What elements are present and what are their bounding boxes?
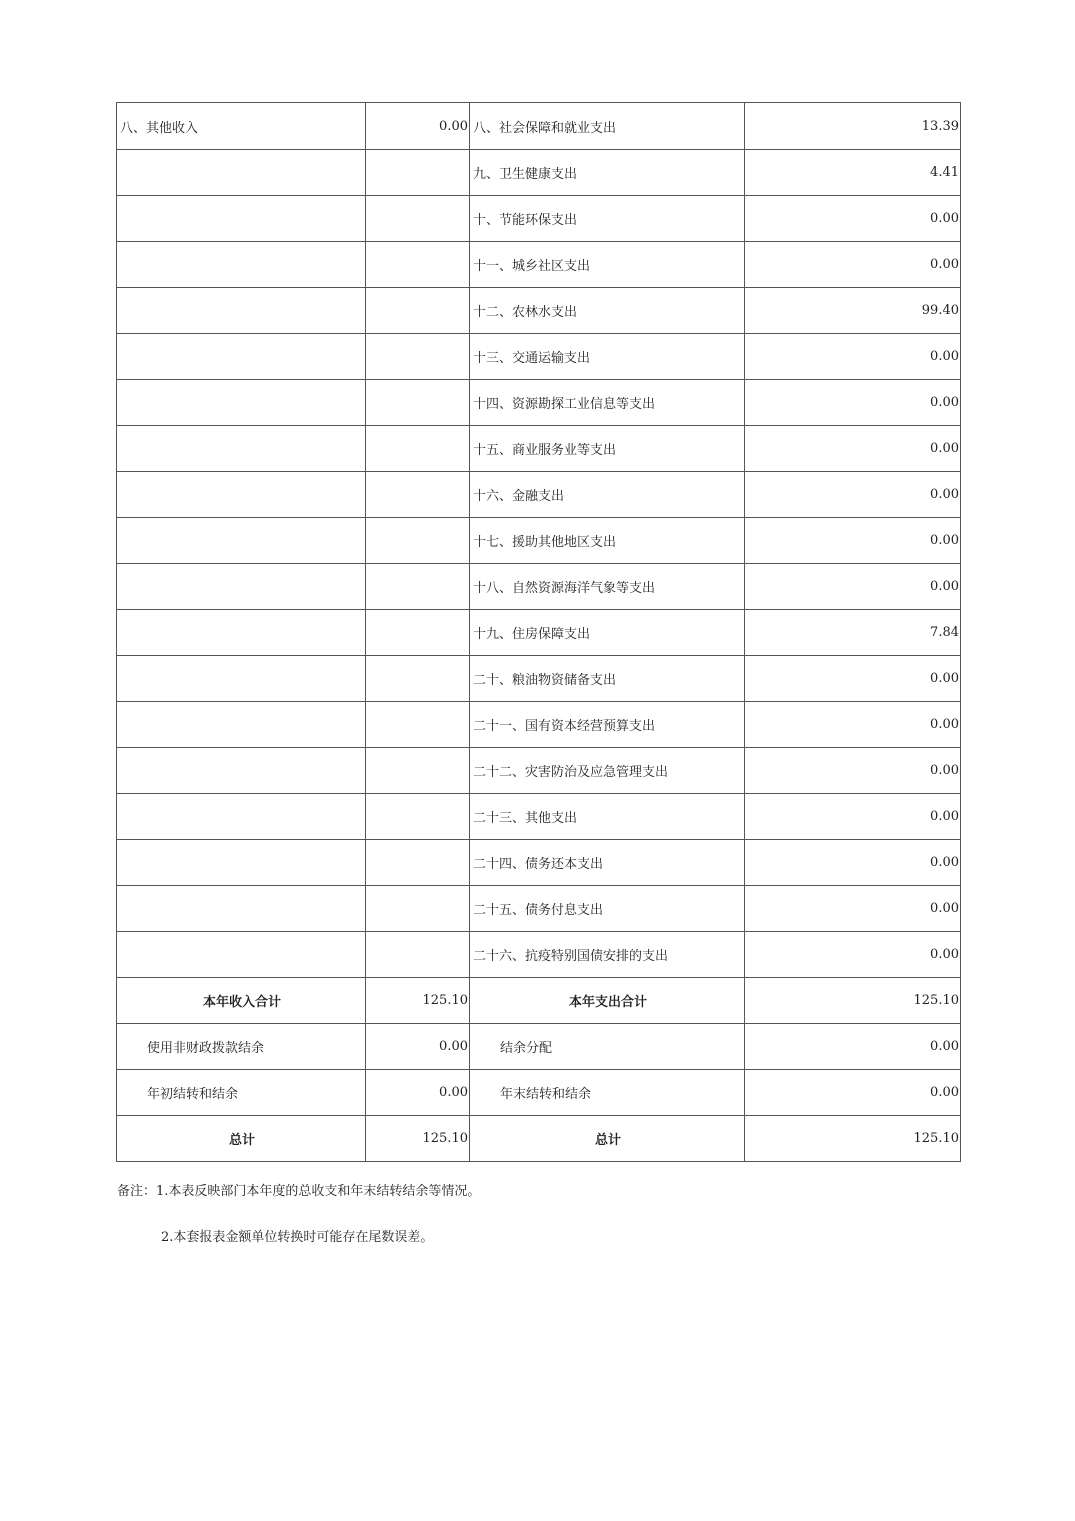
table-row (117, 932, 961, 978)
income-value-cell (366, 702, 470, 748)
income-value-cell: 125.10 (366, 978, 470, 1024)
expense-value-cell: 0.00 (745, 518, 961, 564)
table-row (117, 426, 961, 472)
expense-label-cell: 二十五、债务付息支出 (470, 886, 745, 932)
income-label-cell: 总计 (117, 1116, 366, 1162)
income-label-cell (117, 196, 366, 242)
expense-label-cell: 二十六、抗疫特别国债安排的支出 (470, 932, 745, 978)
income-label-cell (117, 334, 366, 380)
expense-value-cell: 13.39 (745, 103, 961, 150)
income-value-cell (366, 150, 470, 196)
year-total-row (117, 978, 961, 1024)
expense-label-cell: 十四、资源勘探工业信息等支出 (470, 380, 745, 426)
expense-value-cell: 0.00 (745, 840, 961, 886)
income-label-cell (117, 656, 366, 702)
expense-value-cell: 0.00 (745, 702, 961, 748)
expense-value-cell: 125.10 (745, 978, 961, 1024)
expense-label-cell: 十三、交通运输支出 (470, 334, 745, 380)
table-row (117, 472, 961, 518)
income-value-cell: 0.00 (366, 103, 470, 150)
table-row (117, 196, 961, 242)
expense-value-cell: 0.00 (745, 426, 961, 472)
expense-label-cell: 十七、援助其他地区支出 (470, 518, 745, 564)
income-label-cell (117, 380, 366, 426)
income-label-cell (117, 610, 366, 656)
income-label-cell (117, 702, 366, 748)
table-row (117, 103, 961, 150)
income-label-cell (117, 794, 366, 840)
income-value-cell (366, 518, 470, 564)
income-label-cell (117, 564, 366, 610)
income-label-cell (117, 426, 366, 472)
income-label-cell (117, 518, 366, 564)
income-value-cell (366, 886, 470, 932)
table-row (117, 702, 961, 748)
expense-label-cell: 二十一、国有资本经营预算支出 (470, 702, 745, 748)
income-value-cell (366, 242, 470, 288)
expense-value-cell: 99.40 (745, 288, 961, 334)
table-row (117, 242, 961, 288)
income-label-cell (117, 886, 366, 932)
expense-label-cell: 九、卫生健康支出 (470, 150, 745, 196)
table-row (117, 380, 961, 426)
note-2: 2.本套报表金额单位转换时可能存在尾数误差。 (161, 1230, 434, 1245)
expense-value-cell: 125.10 (745, 1116, 961, 1162)
income-label-cell (117, 748, 366, 794)
grand-total-row (117, 1116, 961, 1162)
expense-value-cell: 0.00 (745, 656, 961, 702)
expense-value-cell: 0.00 (745, 748, 961, 794)
income-value-cell (366, 334, 470, 380)
expense-value-cell: 0.00 (745, 472, 961, 518)
income-label-cell (117, 840, 366, 886)
table-row (117, 748, 961, 794)
expense-value-cell: 0.00 (745, 380, 961, 426)
income-value-cell (366, 932, 470, 978)
table-row (117, 886, 961, 932)
income-value-cell (366, 656, 470, 702)
income-value-cell: 125.10 (366, 1116, 470, 1162)
expense-label-cell: 十九、住房保障支出 (470, 610, 745, 656)
expense-value-cell: 0.00 (745, 886, 961, 932)
income-label-cell (117, 288, 366, 334)
income-value-cell (366, 564, 470, 610)
expense-value-cell: 0.00 (745, 242, 961, 288)
table-row (117, 518, 961, 564)
expense-value-cell: 0.00 (745, 1070, 961, 1116)
expense-label-cell: 十五、商业服务业等支出 (470, 426, 745, 472)
income-value-cell (366, 288, 470, 334)
income-value-cell (366, 196, 470, 242)
income-label-cell (117, 472, 366, 518)
table-row (117, 334, 961, 380)
table-body (117, 103, 961, 1162)
expense-value-cell: 4.41 (745, 150, 961, 196)
expense-label-cell: 八、社会保障和就业支出 (470, 103, 745, 150)
expense-label-cell: 十六、金融支出 (470, 472, 745, 518)
income-value-cell (366, 748, 470, 794)
table-row (117, 150, 961, 196)
expense-label-cell: 二十四、债务还本支出 (470, 840, 745, 886)
income-value-cell (366, 472, 470, 518)
income-label-cell: 年初结转和结余 (117, 1070, 366, 1116)
expense-label-cell: 结余分配 (470, 1024, 745, 1070)
table-row (117, 794, 961, 840)
table-row (117, 656, 961, 702)
income-value-cell (366, 610, 470, 656)
expense-label-cell: 十、节能环保支出 (470, 196, 745, 242)
expense-value-cell: 0.00 (745, 564, 961, 610)
expense-label-cell: 总计 (470, 1116, 745, 1162)
expense-value-cell: 7.84 (745, 610, 961, 656)
expense-value-cell: 0.00 (745, 1024, 961, 1070)
note-1: 备注：1.本表反映部门本年度的总收支和年末结转结余等情况。 (117, 1184, 481, 1199)
income-label-cell (117, 932, 366, 978)
income-label-cell: 八、其他收入 (117, 103, 366, 150)
adjustment-row (117, 1024, 961, 1070)
table-row (117, 288, 961, 334)
expense-label-cell: 二十三、其他支出 (470, 794, 745, 840)
income-value-cell (366, 426, 470, 472)
expense-label-cell: 二十二、灾害防治及应急管理支出 (470, 748, 745, 794)
expense-value-cell: 0.00 (745, 196, 961, 242)
table-row (117, 564, 961, 610)
income-label-cell (117, 242, 366, 288)
expense-value-cell: 0.00 (745, 932, 961, 978)
adjustment-row (117, 1070, 961, 1116)
expense-label-cell: 本年支出合计 (470, 978, 745, 1024)
income-expense-table (116, 102, 961, 1162)
income-value-cell: 0.00 (366, 1070, 470, 1116)
income-value-cell (366, 794, 470, 840)
income-label-cell: 使用非财政拨款结余 (117, 1024, 366, 1070)
table-row (117, 610, 961, 656)
expense-label-cell: 十二、农林水支出 (470, 288, 745, 334)
expense-value-cell: 0.00 (745, 334, 961, 380)
expense-label-cell: 二十、粮油物资储备支出 (470, 656, 745, 702)
expense-label-cell: 十一、城乡社区支出 (470, 242, 745, 288)
income-label-cell: 本年收入合计 (117, 978, 366, 1024)
income-value-cell (366, 380, 470, 426)
expense-value-cell: 0.00 (745, 794, 961, 840)
expense-label-cell: 年末结转和结余 (470, 1070, 745, 1116)
income-value-cell: 0.00 (366, 1024, 470, 1070)
table-row (117, 840, 961, 886)
expense-label-cell: 十八、自然资源海洋气象等支出 (470, 564, 745, 610)
income-value-cell (366, 840, 470, 886)
income-label-cell (117, 150, 366, 196)
